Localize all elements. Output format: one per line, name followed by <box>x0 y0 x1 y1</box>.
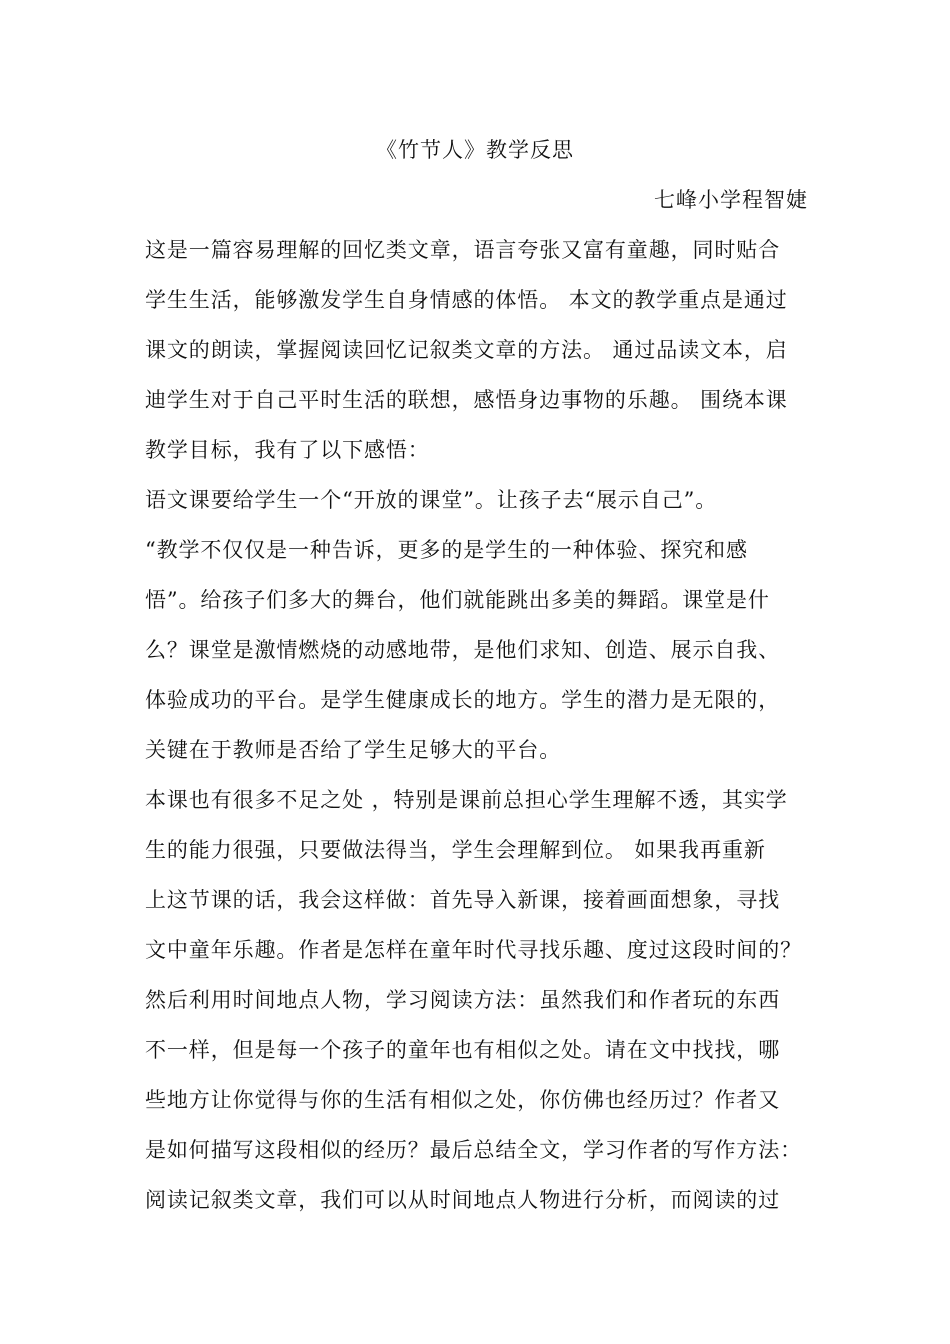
text-line: “教学不仅仅是一种告诉，更多的是学生的一种体验、探究和感 <box>145 538 748 562</box>
document-body <box>145 234 825 1234</box>
text-line: 迪学生对于自己平时生活的联想，感悟身边事物的乐趣。 围绕本课 <box>145 388 788 412</box>
text-line: 教学目标，我有了以下感悟： <box>145 438 430 462</box>
text-line: 些地方让你觉得与你的生活有相似之处，你仿佛也经历过？作者又 <box>145 1088 781 1112</box>
text-line: 么？课堂是激情燃烧的动感地带，是他们求知、创造、展示自我、 <box>145 638 781 662</box>
text-line: 语文课要给学生一个“开放的课堂”。让孩子去“展示自己”。 <box>145 488 718 512</box>
text-line: 上这节课的话，我会这样做：首先导入新课，接着画面想象，寻找 <box>145 888 781 912</box>
text-line: 体验成功的平台。是学生健康成长的地方。学生的潜力是无限的， <box>145 688 781 712</box>
text-line: 悟”。给孩子们多大的舞台，他们就能跳出多美的舞蹈。课堂是什 <box>145 588 770 612</box>
text-line: 课文的朗读，掌握阅读回忆记叙类文章的方法。 通过品读文本，启 <box>145 338 788 362</box>
document-title: 《竹节人》教学反思 <box>376 138 574 162</box>
text-line: 关键在于教师是否给了学生足够大的平台。 <box>145 738 562 762</box>
text-line: 阅读记叙类文章，我们可以从时间地点人物进行分析，而阅读的过 <box>145 1188 781 1212</box>
document-author: 七峰小学程智婕 <box>654 188 808 212</box>
text-line: 文中童年乐趣。作者是怎样在童年时代寻找乐趣、度过这段时间的？ <box>145 938 802 962</box>
text-line: 本课也有很多不足之处 ，特别是课前总担心学生理解不透，其实学 <box>145 788 788 812</box>
text-line: 是如何描写这段相似的经历？最后总结全文，学习作者的写作方法： <box>145 1138 802 1162</box>
text-line: 不一样，但是每一个孩子的童年也有相似之处。请在文中找找，哪 <box>145 1038 781 1062</box>
text-line: 生的能力很强，只要做法得当，学生会理解到位。 如果我再重新 <box>145 838 766 862</box>
text-line: 学生生活，能够激发学生自身情感的体悟。 本文的教学重点是通过 <box>145 288 788 312</box>
text-line: 这是一篇容易理解的回忆类文章，语言夸张又富有童趣，同时贴合 <box>145 238 781 262</box>
text-line: 然后利用时间地点人物，学习阅读方法：虽然我们和作者玩的东西 <box>145 988 781 1012</box>
